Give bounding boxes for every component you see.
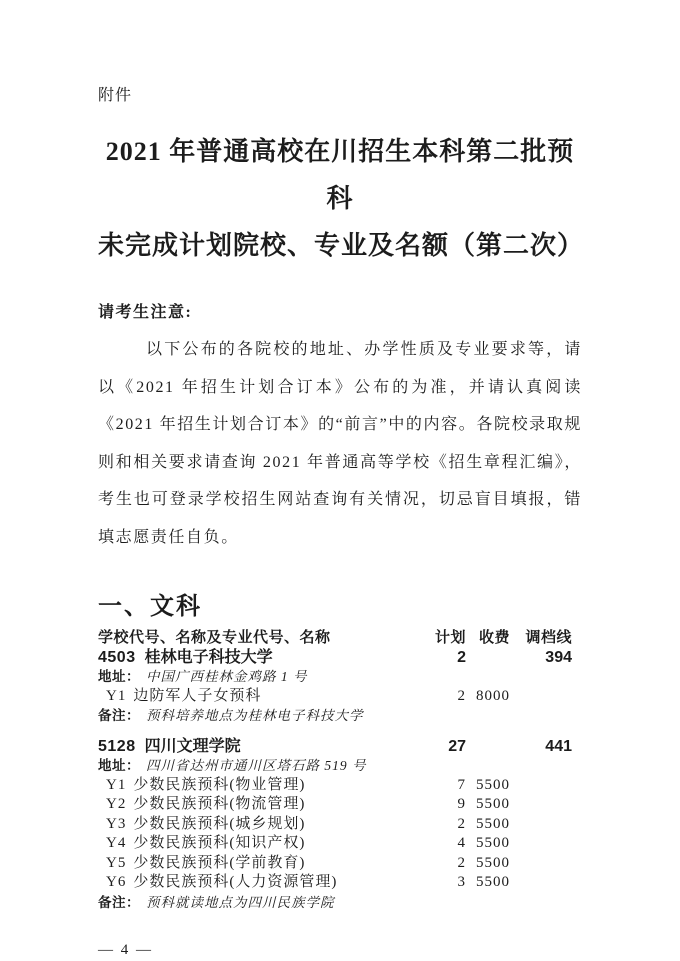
column-header-plan: 计划 [434,629,466,646]
school-plan-value: 27 [448,737,466,755]
major-fee-value: 5500 [476,776,510,793]
school-blocks [98,648,582,913]
school-cutoff-value: 394 [545,648,572,666]
school-row [98,737,582,757]
column-header-fee: 收费 [478,629,510,646]
notice-paragraph: 以下公布的各院校的地址、办学性质及专业要求等，请以《2021 年招生计划合订本》公布的为准，并请认真阅读《2021 年招生计划合订本》的“前言”中的内容。各院校录取规则和相关要求请查询 2021 年普通高等学校《招生章程汇编》，考生也可登录学校招生网站查询有关情况，切忌盲目填报，错填志愿责任自负。 [98,341,582,546]
document-title [98,128,585,269]
school-block [98,737,582,913]
major-plan-value: 2 [457,854,466,871]
major-row [98,687,582,707]
section-heading-liberal-arts: 一、文科 [98,593,202,620]
major-plan-value: 3 [457,874,466,890]
major-name: 少数民族预科(知识产权) [133,835,306,851]
school-name: 四川文理学院 [144,737,241,755]
table-header-row [98,628,582,648]
major-name: 少数民族预科(人力资源管理) [133,874,338,890]
major-fee-value: 5500 [476,874,510,890]
major-plan-value: 2 [457,687,466,704]
major-code-name [98,834,428,854]
major-code: Y3 [106,815,127,832]
major-code: Y1 [106,776,127,793]
major-name: 边防军人子女预科 [133,687,262,704]
notice-heading: 请考生注意: [98,304,193,321]
major-code: Y5 [106,854,127,871]
major-code-name [98,687,428,707]
major-code-name [98,873,428,893]
major-name: 少数民族预科(学前教育) [133,854,306,871]
school-code: 4503 [98,648,136,666]
page-number: — 4 — [98,942,153,958]
major-row [98,873,582,893]
school-code-name [98,737,428,757]
remark-row [98,706,582,726]
remark-value: 预科培养地点为桂林电子科技大学 [146,708,364,723]
column-header-cutoff: 调档线 [525,629,572,646]
remark-value: 预科就读地点为四川民族学院 [146,894,335,910]
major-code-name [98,854,428,874]
address-value: 四川省达州市通川区塔石路 519 号 [146,758,367,773]
major-code-name [98,776,428,796]
major-code: Y2 [106,796,127,812]
major-row [98,834,582,854]
address-row [98,756,582,776]
school-block [98,648,582,726]
major-row [98,776,582,796]
school-code-name [98,648,428,668]
major-plan-value: 9 [457,796,466,812]
document-title-line1: 2021 年普通高校在川招生本科第二批预科 [105,137,575,213]
attachment-label: 附件 [98,87,133,104]
major-plan-value: 2 [457,815,466,832]
major-code-name [98,795,428,815]
major-code: Y4 [106,835,127,851]
major-name: 少数民族预科(城乡规划) [133,815,306,832]
major-fee-value: 5500 [476,815,510,832]
major-name: 少数民族预科(物业管理) [133,776,306,793]
remark-row [98,893,582,913]
school-row [98,648,582,668]
major-plan-value: 7 [457,776,466,793]
major-plan-value: 4 [457,835,466,851]
major-fee-value: 8000 [476,687,510,704]
school-plan-value: 2 [457,648,466,666]
major-rows [98,687,582,707]
major-fee-value: 5500 [476,835,510,851]
major-row [98,854,582,874]
address-value: 中国广西桂林金鸡路 1 号 [146,669,308,684]
address-row [98,667,582,687]
school-name: 桂林电子科技大学 [144,648,273,666]
major-fee-value: 5500 [476,854,510,871]
address-label: 地址： [98,758,140,773]
document-title-line2: 未完成计划院校、专业及名额（第二次） [98,231,585,260]
remark-label: 备注： [98,894,140,910]
major-rows [98,776,582,893]
major-fee-value: 5500 [476,796,510,812]
school-code: 5128 [98,737,136,755]
major-name: 少数民族预科(物流管理) [133,796,306,812]
column-header-school: 学校代号、名称及专业代号、名称 [98,629,331,646]
major-code-name [98,815,428,835]
address-label: 地址： [98,669,140,684]
major-code: Y1 [106,687,127,704]
remark-label: 备注： [98,708,140,723]
major-row [98,815,582,835]
school-cutoff-value: 441 [545,737,572,755]
major-row [98,795,582,815]
major-code: Y6 [106,874,127,890]
